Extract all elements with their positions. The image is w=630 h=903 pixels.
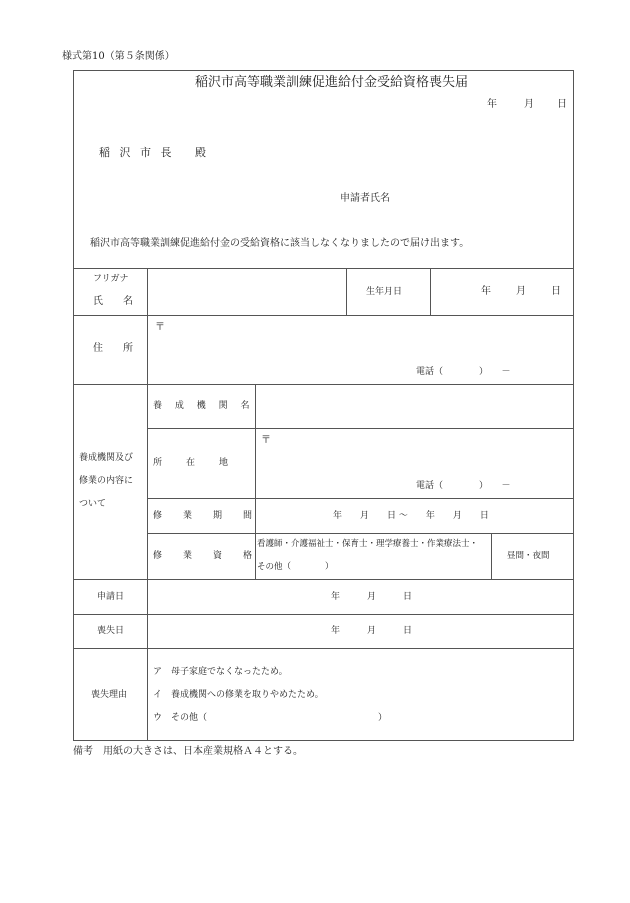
- addressee: 稲 沢 市 長 殿: [99, 146, 209, 159]
- header-year: 年: [487, 99, 497, 110]
- location-postal[interactable]: 〒: [261, 435, 271, 446]
- institution-name-label: 養 成 機 関 名: [153, 401, 255, 411]
- table-rule: [73, 579, 574, 580]
- name-field[interactable]: [150, 271, 343, 313]
- table-rule: [73, 268, 574, 269]
- period-value[interactable]: 年 月 日 ～ 年 月 日: [333, 511, 489, 521]
- address-phone[interactable]: 電話（ ） －: [416, 367, 511, 377]
- qualification-other[interactable]: その他（ ）: [257, 562, 334, 572]
- form-number: 様式第10（第５条関係）: [62, 51, 175, 62]
- table-rule: [573, 70, 574, 741]
- reason-u[interactable]: ウ その他（ ）: [153, 713, 388, 723]
- table-rule: [430, 268, 431, 315]
- training-section-label-1: 養成機関及び: [79, 453, 134, 463]
- form-title: 稲沢市高等職業訓練促進給付金受給資格喪失届: [195, 75, 469, 90]
- table-rule: [147, 533, 574, 534]
- header-month: 月: [524, 99, 534, 110]
- birth-day[interactable]: 日: [551, 286, 561, 297]
- qualification-options[interactable]: 看護師・介護福祉士・保育士・理学療養士・作業療法士・: [257, 539, 479, 549]
- table-rule: [73, 648, 574, 649]
- table-rule: [147, 268, 148, 740]
- furigana-label: フリガナ: [93, 274, 129, 284]
- training-section-label-3: ついて: [79, 499, 107, 509]
- location-label: 所 在 地: [153, 458, 231, 468]
- day-night-option[interactable]: 昼間・夜間: [507, 551, 550, 561]
- name-label: 氏 名: [93, 296, 133, 307]
- address-label: 住 所: [93, 343, 133, 354]
- birth-month[interactable]: 月: [516, 286, 526, 297]
- table-rule: [73, 315, 574, 316]
- address-postal[interactable]: 〒: [155, 322, 165, 333]
- table-rule: [147, 428, 574, 429]
- birth-label: 生年月日: [366, 287, 403, 297]
- training-section-label-2: 修業の内容に: [79, 476, 134, 486]
- table-rule: [73, 70, 574, 71]
- table-rule: [73, 384, 574, 385]
- table-rule: [147, 498, 574, 499]
- loss-date-value[interactable]: 年 月 日: [331, 626, 413, 636]
- table-rule: [73, 614, 574, 615]
- application-date-label: 申請日: [97, 592, 125, 602]
- loss-date-label: 喪失日: [97, 626, 125, 636]
- table-rule: [73, 740, 574, 741]
- application-date-value[interactable]: 年 月 日: [331, 592, 413, 602]
- header-day: 日: [557, 99, 567, 110]
- table-rule: [346, 268, 347, 315]
- applicant-label: 申請者氏名: [340, 193, 390, 204]
- period-label: 修 業 期 間: [153, 511, 259, 521]
- reason-i[interactable]: イ 養成機関への修業を取りやめたため。: [153, 690, 324, 700]
- institution-name-field[interactable]: [258, 387, 571, 426]
- loss-reason-label: 喪失理由: [91, 690, 128, 700]
- reason-a[interactable]: ア 母子家庭でなくなったため。: [153, 667, 288, 677]
- qualification-label: 修 業 資 格: [153, 551, 259, 561]
- birth-year[interactable]: 年: [481, 286, 491, 297]
- table-rule: [73, 70, 74, 741]
- table-rule: [491, 533, 492, 579]
- statement: 稲沢市高等職業訓練促進給付金の受給資格に該当しなくなりましたので届け出ます。: [90, 238, 470, 249]
- location-phone[interactable]: 電話（ ） －: [416, 481, 511, 491]
- note: 備考 用紙の大きさは、日本産業規格Ａ４とする。: [73, 746, 303, 757]
